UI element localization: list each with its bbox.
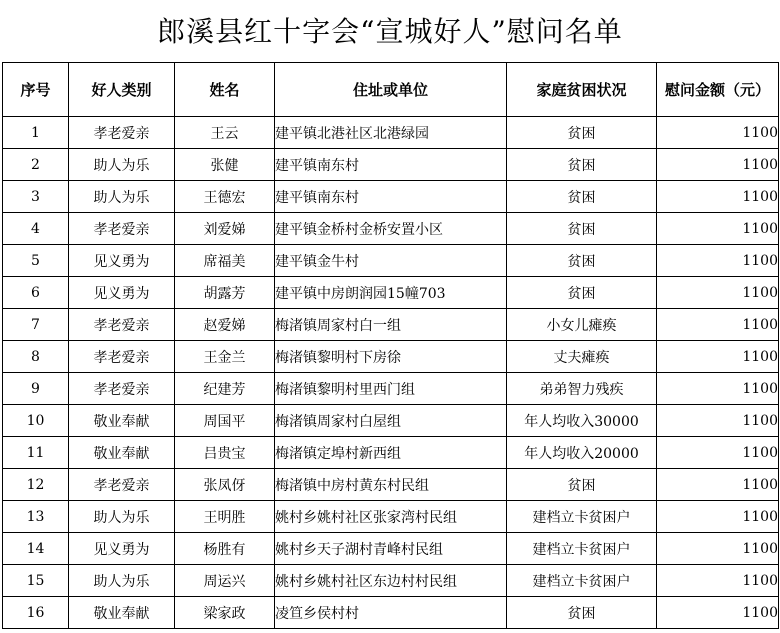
- cell-address: 梅渚镇中房村黄东村民组: [275, 469, 507, 501]
- cell-condition: 年人均收入20000: [507, 437, 657, 469]
- cell-address: 建平镇金牛村: [275, 245, 507, 277]
- table-row: [3, 341, 779, 373]
- cell-amount: 1100: [657, 245, 779, 277]
- cell-name: 胡露芳: [175, 277, 275, 309]
- table-row: [3, 437, 779, 469]
- cell-condition: 贫困: [507, 181, 657, 213]
- cell-condition: 贫困: [507, 469, 657, 501]
- document-title: 郎溪县红十字会“宣城好人”慰问名单: [157, 15, 623, 48]
- cell-name: 王明胜: [175, 501, 275, 533]
- cell-address: 凌笪乡侯村村: [275, 597, 507, 629]
- cell-index: 1: [3, 117, 69, 149]
- cell-condition: 弟弟智力残疾: [507, 373, 657, 405]
- cell-name: 周运兴: [175, 565, 275, 597]
- cell-condition: 年人均收入30000: [507, 405, 657, 437]
- cell-category: 敬业奉献: [69, 597, 175, 629]
- cell-name: 王金兰: [175, 341, 275, 373]
- cell-name: 张健: [175, 149, 275, 181]
- cell-amount: 1100: [657, 501, 779, 533]
- header-condition: 家庭贫困状况: [507, 63, 657, 117]
- cell-address: 建平镇南东村: [275, 181, 507, 213]
- cell-amount: 1100: [657, 341, 779, 373]
- header-amount: 慰问金额（元）: [657, 63, 779, 117]
- table-row: [3, 597, 779, 629]
- cell-address: 梅渚镇周家村白屋组: [275, 405, 507, 437]
- cell-amount: 1100: [657, 277, 779, 309]
- cell-category: 见义勇为: [69, 245, 175, 277]
- cell-condition: 贫困: [507, 117, 657, 149]
- cell-condition: 贫困: [507, 213, 657, 245]
- cell-index: 6: [3, 277, 69, 309]
- cell-index: 12: [3, 469, 69, 501]
- table-row: [3, 181, 779, 213]
- cell-index: 14: [3, 533, 69, 565]
- cell-category: 见义勇为: [69, 277, 175, 309]
- cell-name: 杨胜有: [175, 533, 275, 565]
- cell-index: 8: [3, 341, 69, 373]
- cell-amount: 1100: [657, 533, 779, 565]
- cell-name: 席福美: [175, 245, 275, 277]
- cell-index: 13: [3, 501, 69, 533]
- cell-index: 4: [3, 213, 69, 245]
- cell-amount: 1100: [657, 213, 779, 245]
- cell-condition: 贫困: [507, 597, 657, 629]
- table-row: [3, 245, 779, 277]
- cell-category: 助人为乐: [69, 501, 175, 533]
- cell-category: 孝老爱亲: [69, 213, 175, 245]
- cell-name: 张凤伢: [175, 469, 275, 501]
- cell-category: 孝老爱亲: [69, 373, 175, 405]
- cell-address: 姚村乡姚村社区张家湾村民组: [275, 501, 507, 533]
- cell-name: 刘爱娣: [175, 213, 275, 245]
- cell-index: 11: [3, 437, 69, 469]
- table-row: [3, 149, 779, 181]
- cell-index: 5: [3, 245, 69, 277]
- cell-amount: 1100: [657, 597, 779, 629]
- cell-category: 孝老爱亲: [69, 341, 175, 373]
- cell-amount: 1100: [657, 373, 779, 405]
- cell-condition: 贫困: [507, 149, 657, 181]
- cell-index: 16: [3, 597, 69, 629]
- table-row: [3, 469, 779, 501]
- cell-condition: 建档立卡贫困户: [507, 565, 657, 597]
- table-row: [3, 213, 779, 245]
- cell-category: 孝老爱亲: [69, 469, 175, 501]
- header-address: 住址或单位: [275, 63, 507, 117]
- cell-name: 赵爱娣: [175, 309, 275, 341]
- header-row: [3, 63, 779, 117]
- cell-name: 梁家政: [175, 597, 275, 629]
- roster-body: [3, 117, 779, 629]
- cell-address: 建平镇北港社区北港绿园: [275, 117, 507, 149]
- cell-address: 姚村乡姚村社区东边村村民组: [275, 565, 507, 597]
- cell-index: 2: [3, 149, 69, 181]
- cell-category: 助人为乐: [69, 181, 175, 213]
- table-row: [3, 373, 779, 405]
- cell-category: 助人为乐: [69, 149, 175, 181]
- cell-address: 建平镇中房朗润园15幢703: [275, 277, 507, 309]
- cell-amount: 1100: [657, 181, 779, 213]
- cell-name: 吕贵宝: [175, 437, 275, 469]
- cell-name: 周国平: [175, 405, 275, 437]
- header-category: 好人类别: [69, 63, 175, 117]
- table-row: [3, 405, 779, 437]
- cell-amount: 1100: [657, 469, 779, 501]
- cell-amount: 1100: [657, 149, 779, 181]
- cell-address: 梅渚镇周家村白一组: [275, 309, 507, 341]
- cell-name: 王云: [175, 117, 275, 149]
- cell-address: 梅渚镇黎明村下房徐: [275, 341, 507, 373]
- cell-address: 建平镇金桥村金桥安置小区: [275, 213, 507, 245]
- cell-category: 敬业奉献: [69, 437, 175, 469]
- cell-amount: 1100: [657, 309, 779, 341]
- cell-index: 9: [3, 373, 69, 405]
- cell-amount: 1100: [657, 437, 779, 469]
- cell-index: 7: [3, 309, 69, 341]
- table-row: [3, 565, 779, 597]
- cell-name: 王德宏: [175, 181, 275, 213]
- cell-condition: 丈夫瘫痪: [507, 341, 657, 373]
- cell-amount: 1100: [657, 117, 779, 149]
- cell-category: 见义勇为: [69, 533, 175, 565]
- table-row: [3, 117, 779, 149]
- cell-address: 梅渚镇黎明村里西门组: [275, 373, 507, 405]
- cell-condition: 建档立卡贫困户: [507, 533, 657, 565]
- table-row: [3, 533, 779, 565]
- cell-index: 10: [3, 405, 69, 437]
- cell-condition: 贫困: [507, 277, 657, 309]
- cell-category: 孝老爱亲: [69, 309, 175, 341]
- cell-name: 纪建芳: [175, 373, 275, 405]
- cell-amount: 1100: [657, 565, 779, 597]
- cell-address: 梅渚镇定埠村新西组: [275, 437, 507, 469]
- cell-category: 孝老爱亲: [69, 117, 175, 149]
- header-index: 序号: [3, 63, 69, 117]
- cell-address: 建平镇南东村: [275, 149, 507, 181]
- table-row: [3, 501, 779, 533]
- cell-address: 姚村乡天子湖村青峰村民组: [275, 533, 507, 565]
- table-row: [3, 277, 779, 309]
- roster-table: [2, 62, 779, 629]
- cell-condition: 贫困: [507, 245, 657, 277]
- cell-index: 15: [3, 565, 69, 597]
- cell-condition: 小女儿瘫痪: [507, 309, 657, 341]
- cell-index: 3: [3, 181, 69, 213]
- cell-condition: 建档立卡贫困户: [507, 501, 657, 533]
- table-row: [3, 309, 779, 341]
- cell-category: 敬业奉献: [69, 405, 175, 437]
- header-name: 姓名: [175, 63, 275, 117]
- cell-amount: 1100: [657, 405, 779, 437]
- cell-category: 助人为乐: [69, 565, 175, 597]
